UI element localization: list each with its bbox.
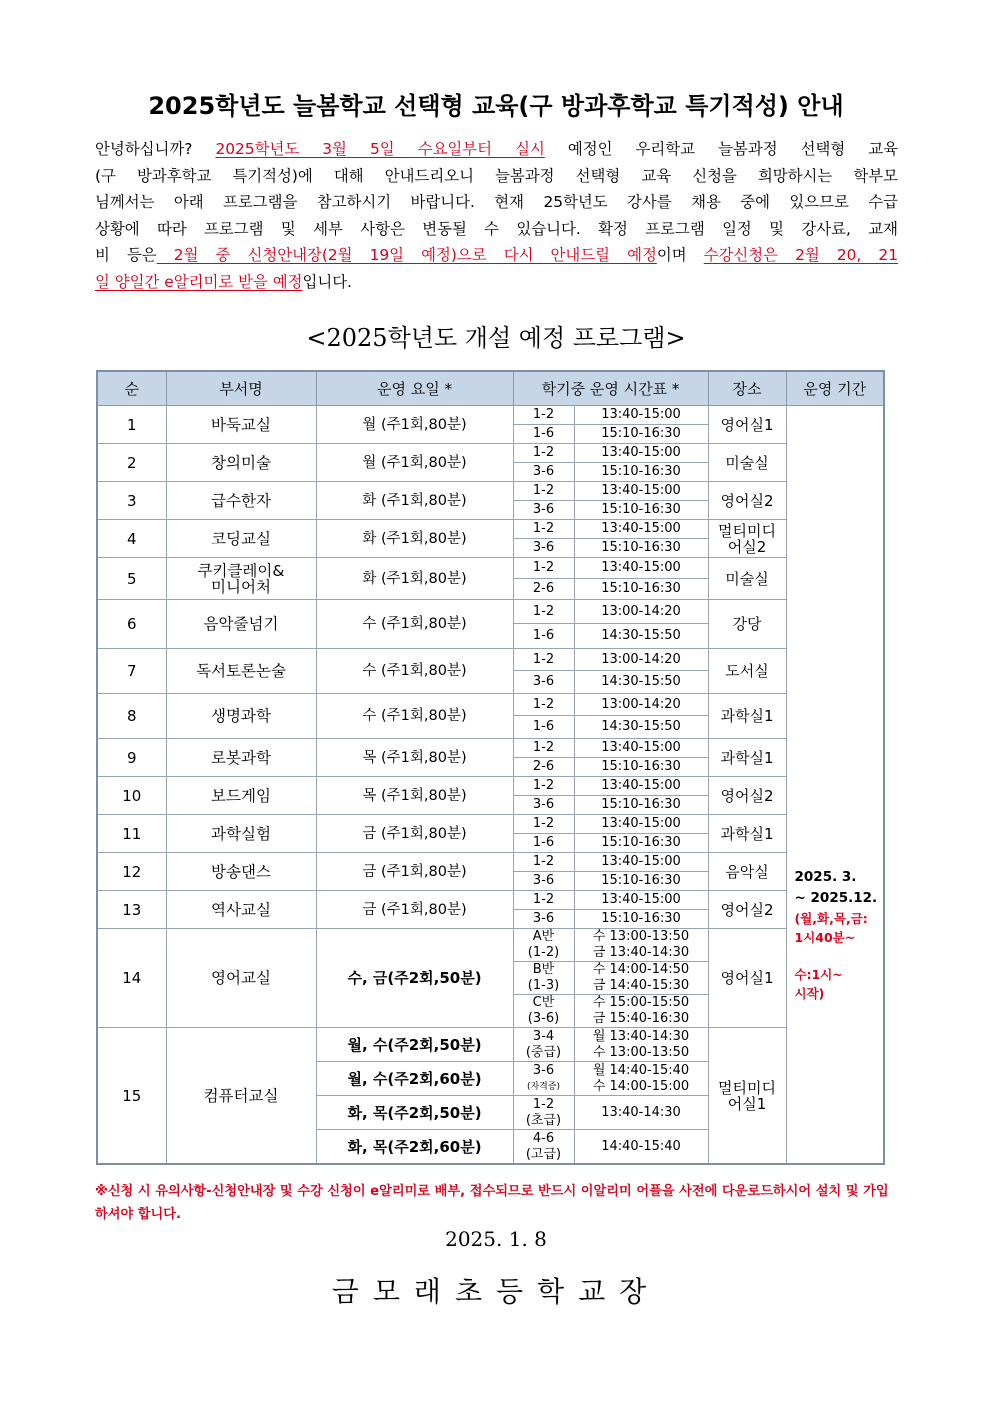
table-row [97,929,884,962]
document-date: 2025. 1. 8 [445,1227,547,1251]
grade-line: 1-2 [532,1096,555,1112]
table-row [97,694,884,716]
table-row [97,891,884,910]
cell-time: 13:40-14:30 [574,1096,708,1130]
intro-paragraph [95,136,898,295]
cell-day: 월 (주1회,80분) [316,406,513,444]
intro-text: 입니다. [302,272,352,291]
time-line: 금 14:40-15:30 [592,978,690,993]
header-schedule: 학기중 운영 시간표 * [513,371,708,406]
cell-grade: 1-2 [513,520,574,539]
time-line: 금 13:40-14:30 [592,945,690,960]
table-row [97,600,884,624]
cell-grade: 1-2 [513,815,574,834]
intro-text: 예정인 우리학교 늘봄과정 선택형 교육 [544,140,899,158]
grade-line: 3-6 [532,1062,555,1078]
cell-grade: 1-2 [513,600,574,624]
cell-day: 수 (주1회,80분) [316,694,513,739]
grade-line: A반 [532,929,555,944]
cell-time [574,995,708,1028]
cell-grade: 1-6 [513,716,574,739]
grade-line: (3-6) [527,1011,560,1026]
cell-time: 15:10-16:30 [574,579,708,600]
cell-no: 10 [97,777,166,815]
cell-grade: 3-6 [513,796,574,815]
period-start: 2025. 3. [794,868,857,885]
cell-time [574,962,708,995]
header-period: 운영 기간 [786,371,884,406]
cell-name: 역사교실 [166,891,316,929]
cell-no: 8 [97,694,166,739]
cell-time: 15:10-16:30 [574,872,708,891]
cell-no: 3 [97,482,166,520]
cell-grade [513,1130,574,1165]
cell-time: 15:10-16:30 [574,796,708,815]
place-line: 멀티미디 [718,1078,776,1097]
time-line: 수 13:00-13:50 [592,929,690,944]
intro-text: 이며 [656,246,704,264]
cell-grade: 3-6 [513,910,574,929]
grade-line: (중급) [525,1044,562,1060]
cell-no: 9 [97,739,166,777]
cell-day: 화 (주1회,80분) [316,558,513,600]
cell-time: 14:30-15:50 [574,671,708,694]
cell-place: 음악실 [708,853,786,891]
cell-day: 수 (주1회,80분) [316,649,513,694]
cell-place: 영어실1 [708,406,786,444]
grade-line: B반 [532,962,555,977]
cell-grade [513,1096,574,1130]
time-line: 수 15:00-15:50 [592,995,690,1010]
cell-name: 방송댄스 [166,853,316,891]
table-row [97,1028,884,1062]
cell-operation-period [786,406,884,1165]
period-note-3: 수:1시~ [794,966,843,982]
cell-time: 15:10-16:30 [574,463,708,482]
cell-place [708,520,786,558]
cell-grade: 1-2 [513,777,574,796]
place-line: 어실1 [727,1094,767,1113]
table-row [97,482,884,501]
cell-grade: 2-6 [513,758,574,777]
cell-time [574,929,708,962]
table-row [97,649,884,671]
cell-time: 13:00-14:20 [574,694,708,716]
cell-time: 13:40-15:00 [574,520,708,539]
cell-time: 15:10-16:30 [574,834,708,853]
time-line: 월 13:40-14:30 [592,1028,690,1044]
registration-highlight: 수강신청은 2월 20, 21 [703,246,899,264]
document-title: 2025학년도 늘봄학교 선택형 교육(구 방과후학교 특기적성) 안내 [148,92,844,120]
cell-day: 화, 목(주2회,60분) [316,1130,513,1165]
cell-time [574,1028,708,1062]
cell-grade: 1-6 [513,624,574,649]
notice-highlight: 2월 중 신청안내장(2월 19일 예정)으로 다시 안내드릴 예정 [156,246,657,264]
cell-time: 13:00-14:20 [574,649,708,671]
cell-time: 13:00-14:20 [574,600,708,624]
cell-time: 15:10-16:30 [574,425,708,444]
intro-line-4: 상황에 따라 프로그램 및 세부 사항은 변동될 수 있습니다. 확정 프로그램 일정 및 강사료, 교재 [95,219,898,238]
cell-day: 금 (주1회,80분) [316,891,513,929]
cell-time: 15:10-16:30 [574,501,708,520]
cell-grade: 1-2 [513,406,574,425]
cell-grade [513,1062,574,1096]
cell-day: 목 (주1회,80분) [316,739,513,777]
intro-line-2: (구 방과후학교 특기적성)에 대해 안내드리오니 늘봄과정 선택형 교육 신청을 희망하시는 학부모 [95,166,898,185]
table-row [97,444,884,463]
intro-text: 비 등은 [95,246,157,264]
period-note-4: 시작) [794,985,825,1001]
cell-time: 13:40-15:00 [574,853,708,872]
time-line: 금 15:40-16:30 [592,1011,690,1026]
intro-line-6 [95,269,898,296]
table-row [97,406,884,425]
cell-name: 바둑교실 [166,406,316,444]
cell-place: 과학실1 [708,815,786,853]
registration-highlight-cont: 일 양일간 e알리미로 받을 예정 [95,272,303,291]
header-place: 장소 [708,371,786,406]
place-line: 어실2 [727,537,767,556]
cell-time: 15:10-16:30 [574,539,708,558]
cell-no: 1 [97,406,166,444]
table-header-row [97,371,884,406]
cell-day: 금 (주1회,80분) [316,815,513,853]
cell-no: 5 [97,558,166,600]
cell-place: 과학실1 [708,694,786,739]
table-row [97,777,884,796]
cell-no: 4 [97,520,166,558]
cell-grade: 1-2 [513,444,574,463]
cell-day: 화, 목(주2회,50분) [316,1096,513,1130]
table-row [97,520,884,539]
cell-grade [513,929,574,962]
cell-place: 영어실1 [708,929,786,1028]
cell-name: 생명과학 [166,694,316,739]
cell-name: 로봇과학 [166,739,316,777]
cell-time: 13:40-15:00 [574,444,708,463]
cell-time: 14:40-15:40 [574,1130,708,1165]
intro-line-1 [95,136,898,163]
registration-note: ※신청 시 유의사항-신청안내장 및 수강 신청이 e알리미로 배부, 접수되므로 반드시 이알리미 어플을 사전에 다운로드하시어 설치 및 가입하셔야 합니다. [95,1184,889,1222]
cell-name: 창의미술 [166,444,316,482]
cell-day: 수, 금(주2회,50분) [316,929,513,1028]
principal-signature: 금모래초등학교장 [331,1275,661,1308]
cell-time [574,1062,708,1096]
cell-grade: 1-2 [513,482,574,501]
cell-time: 13:40-15:00 [574,482,708,501]
cell-no: 12 [97,853,166,891]
cell-grade: 1-6 [513,834,574,853]
cell-name: 급수한자 [166,482,316,520]
cell-time: 13:40-15:00 [574,406,708,425]
cell-grade: 3-6 [513,501,574,520]
period-end: ~ 2025.12. [794,889,878,906]
program-table [96,370,885,1165]
cell-no: 13 [97,891,166,929]
cell-place: 도서실 [708,649,786,694]
cell-name: 음악줄넘기 [166,600,316,649]
cell-grade: 1-2 [513,558,574,579]
cell-grade [513,995,574,1028]
cell-time: 13:40-15:00 [574,777,708,796]
cell-day: 수 (주1회,80분) [316,600,513,649]
place-line: 멀티미디 [718,521,776,540]
cell-name: 영어교실 [166,929,316,1028]
cell-day: 월, 수(주2회,50분) [316,1028,513,1062]
time-line: 월 14:40-15:40 [592,1062,690,1078]
cell-time: 13:40-15:00 [574,891,708,910]
grade-line: (초급) [525,1112,562,1128]
cell-name: 컴퓨터교실 [166,1028,316,1165]
cell-no: 11 [97,815,166,853]
cell-place [708,1028,786,1165]
grade-line: (1-3) [527,978,560,993]
cell-time: 15:10-16:30 [574,910,708,929]
cell-grade: 2-6 [513,579,574,600]
grade-line: C반 [532,995,555,1010]
cell-day: 화 (주1회,80분) [316,482,513,520]
cell-grade: 1-2 [513,694,574,716]
cell-grade: 1-6 [513,425,574,444]
cell-name: 보드게임 [166,777,316,815]
cell-place: 미술실 [708,558,786,600]
cell-place: 영어실2 [708,777,786,815]
cell-grade: 1-2 [513,891,574,910]
time-line: 수 14:00-15:00 [592,1078,690,1094]
grade-line: (고급) [525,1146,562,1162]
cell-grade [513,1028,574,1062]
header-name: 부서명 [166,371,316,406]
cell-time: 13:40-15:00 [574,815,708,834]
cell-grade: 3-6 [513,539,574,558]
cell-place: 미술실 [708,444,786,482]
cell-place: 과학실1 [708,739,786,777]
cell-grade: 1-2 [513,649,574,671]
cell-day: 화 (주1회,80분) [316,520,513,558]
period-note-2: 1시40분~ [794,929,856,945]
cell-place: 영어실2 [708,482,786,520]
table-row [97,558,884,579]
cell-grade: 1-2 [513,739,574,758]
cell-time: 14:30-15:50 [574,624,708,649]
header-no: 순 [97,371,166,406]
grade-line: (자격증) [526,1081,561,1092]
cell-time: 13:40-15:00 [574,739,708,758]
grade-line: (1-2) [527,945,560,960]
grade-line: 3-4 [532,1028,555,1044]
cell-grade: 3-6 [513,463,574,482]
cell-day: 월, 수(주2회,60분) [316,1062,513,1096]
intro-line-5 [95,242,898,269]
name-line: 쿠키클레이& [197,561,285,580]
cell-grade: 3-6 [513,872,574,891]
cell-time: 15:10-16:30 [574,758,708,777]
name-line: 미니어처 [211,577,271,596]
table-row [97,853,884,872]
cell-no: 14 [97,929,166,1028]
cell-grade: 3-6 [513,671,574,694]
cell-time: 14:30-15:50 [574,716,708,739]
cell-name: 독서토론논술 [166,649,316,694]
cell-no: 6 [97,600,166,649]
table-row [97,815,884,834]
cell-no: 15 [97,1028,166,1165]
program-subtitle: <2025학년도 개설 예정 프로그램> [306,324,686,352]
time-line: 수 13:00-13:50 [592,1044,690,1060]
header-day: 운영 요일 * [316,371,513,406]
cell-no: 2 [97,444,166,482]
time-line: 수 14:00-14:50 [592,962,690,977]
cell-place: 영어실2 [708,891,786,929]
cell-name: 코딩교실 [166,520,316,558]
table-row [97,739,884,758]
start-date-highlight: 2025학년도 3월 5일 수요일부터 실시 [215,140,545,158]
cell-day: 월 (주1회,80분) [316,444,513,482]
cell-no: 7 [97,649,166,694]
grade-line: 4-6 [532,1130,555,1146]
cell-name: 과학실험 [166,815,316,853]
cell-place: 강당 [708,600,786,649]
cell-time: 13:40-15:00 [574,558,708,579]
cell-name [166,558,316,600]
period-note-1: (월,화,목,금: [794,910,868,926]
intro-text: 안녕하십니까? [95,140,216,158]
cell-grade: 1-2 [513,853,574,872]
cell-day: 목 (주1회,80분) [316,777,513,815]
intro-line-3: 님께서는 아래 프로그램을 참고하시기 바랍니다. 현재 25학년도 강사를 채용 중에 있으므로 수급 [95,193,898,211]
cell-grade [513,962,574,995]
cell-day: 금 (주1회,80분) [316,853,513,891]
